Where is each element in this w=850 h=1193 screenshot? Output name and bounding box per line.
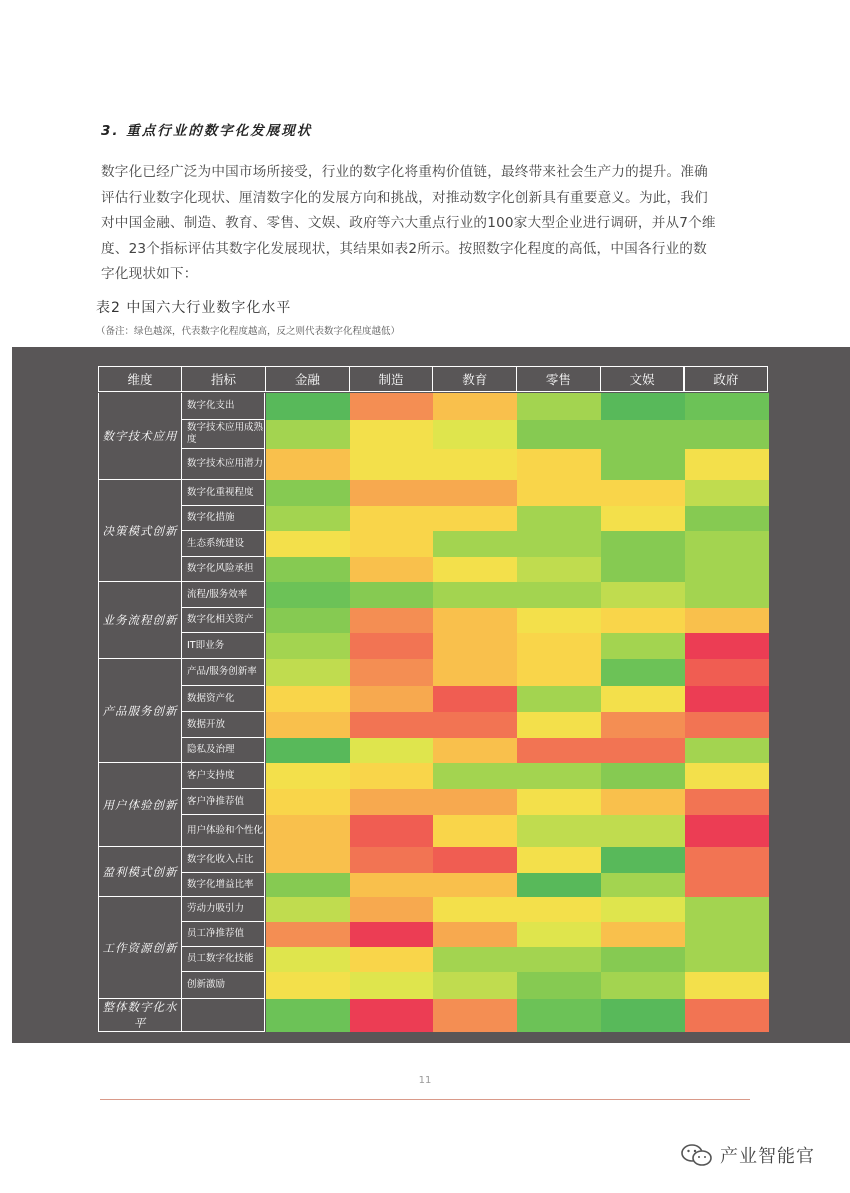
heat-cell bbox=[266, 582, 350, 608]
heat-cell bbox=[350, 420, 434, 449]
heat-cell bbox=[685, 947, 769, 972]
paragraph-line: 评估行业数字化现状、厘清数字化的发展方向和挑战，对推动数字化创新具有重要意义。为此，我们 bbox=[101, 189, 708, 206]
paragraph-line: 对中国金融、制造、教育、零售、文娱、政府等六大重点行业的100家大型企业进行调研，并从7个维 bbox=[101, 215, 716, 232]
indicator-label: 生态系统建设 bbox=[182, 531, 265, 557]
heat-cell bbox=[350, 506, 434, 531]
heat-cell bbox=[685, 608, 769, 633]
heat-cell bbox=[517, 480, 601, 506]
heat-cell bbox=[601, 815, 685, 847]
heat-cell bbox=[685, 815, 769, 847]
heat-cell bbox=[350, 686, 434, 712]
heat-cell bbox=[433, 922, 517, 947]
heat-cell bbox=[601, 738, 685, 763]
heat-cell bbox=[685, 420, 769, 449]
heat-cell bbox=[601, 557, 685, 582]
indicator-label: 员工净推荐值 bbox=[182, 922, 265, 947]
heat-cell bbox=[350, 480, 434, 506]
heat-cell bbox=[266, 659, 350, 686]
paragraph-line: 字化现状如下： bbox=[101, 266, 198, 283]
heat-cell bbox=[517, 712, 601, 738]
heat-cell bbox=[517, 815, 601, 847]
heat-cell bbox=[350, 582, 434, 608]
dimension-label: 数字技术应用 bbox=[98, 393, 182, 480]
heat-cell bbox=[601, 393, 685, 420]
heat-cell bbox=[517, 659, 601, 686]
heat-cell bbox=[350, 738, 434, 763]
heat-cell bbox=[266, 922, 350, 947]
heat-cell bbox=[601, 897, 685, 922]
heat-cell bbox=[350, 633, 434, 659]
heat-cell bbox=[685, 659, 769, 686]
heat-cell bbox=[601, 633, 685, 659]
heat-cell bbox=[517, 633, 601, 659]
heat-cell bbox=[685, 531, 769, 557]
heat-cell bbox=[266, 815, 350, 847]
heat-cell bbox=[517, 947, 601, 972]
footer-rule bbox=[100, 1099, 750, 1100]
heat-cell bbox=[350, 947, 434, 972]
indicator-label: 数字化措施 bbox=[182, 506, 265, 531]
indicator-label: 劳动力吸引力 bbox=[182, 897, 265, 922]
brand-watermark bbox=[680, 1142, 815, 1168]
heat-cell bbox=[517, 999, 601, 1032]
heat-cell bbox=[517, 789, 601, 815]
dimension-label: 工作资源创新 bbox=[98, 897, 182, 999]
heat-cell bbox=[517, 582, 601, 608]
heat-cell bbox=[266, 506, 350, 531]
heat-cell bbox=[350, 659, 434, 686]
heat-cell bbox=[266, 686, 350, 712]
heat-cell bbox=[601, 847, 685, 873]
heat-cell bbox=[517, 393, 601, 420]
heat-cell bbox=[433, 531, 517, 557]
header-industry: 政府 bbox=[684, 366, 769, 392]
indicator-label: IT即业务 bbox=[182, 633, 265, 659]
heat-cell bbox=[517, 531, 601, 557]
heat-cell bbox=[685, 686, 769, 712]
indicator-label: 客户支持度 bbox=[182, 763, 265, 789]
heat-cell bbox=[350, 815, 434, 847]
heat-cell bbox=[685, 506, 769, 531]
table-note: （备注：绿色越深，代表数字化程度越高，反之则代表数字化程度越低） bbox=[96, 326, 401, 337]
header-indicator: 指标 bbox=[181, 366, 266, 392]
heat-cell bbox=[433, 393, 517, 420]
heat-cell bbox=[601, 582, 685, 608]
heat-cell bbox=[601, 449, 685, 480]
indicator-label: 数字技术应用成熟度 bbox=[182, 420, 265, 449]
heat-cell bbox=[433, 815, 517, 847]
heat-cell bbox=[266, 557, 350, 582]
heat-cell bbox=[601, 686, 685, 712]
heat-cell bbox=[266, 712, 350, 738]
dimension-label: 整体数字化水平 bbox=[98, 999, 182, 1032]
heat-cell bbox=[601, 420, 685, 449]
heat-cell bbox=[685, 972, 769, 999]
heat-cell bbox=[685, 480, 769, 506]
heat-cell bbox=[266, 393, 350, 420]
header-industry: 制造 bbox=[349, 366, 434, 392]
heat-cell bbox=[433, 506, 517, 531]
heat-cell bbox=[266, 449, 350, 480]
heat-cell bbox=[601, 873, 685, 897]
indicator-label: 员工数字化技能 bbox=[182, 947, 265, 972]
indicator-label: 数字化支出 bbox=[182, 393, 265, 420]
indicator-label: 数字化重视程度 bbox=[182, 480, 265, 506]
heat-cell bbox=[685, 738, 769, 763]
heat-cell bbox=[517, 847, 601, 873]
heat-cell bbox=[685, 712, 769, 738]
indicator-label: 数据开放 bbox=[182, 712, 265, 738]
indicator-label bbox=[182, 999, 265, 1032]
heat-cell bbox=[685, 393, 769, 420]
heat-cell bbox=[433, 999, 517, 1032]
paragraph-line: 数字化已经广泛为中国市场所接受，行业的数字化将重构价值链，最终带来社会生产力的提升。准确 bbox=[101, 164, 708, 180]
indicator-label: 用户体验和个性化 bbox=[182, 815, 265, 847]
heat-cell bbox=[433, 763, 517, 789]
heat-cell bbox=[350, 712, 434, 738]
heat-cell bbox=[350, 608, 434, 633]
heat-cell bbox=[266, 608, 350, 633]
heat-cell bbox=[433, 972, 517, 999]
indicator-label: 流程/服务效率 bbox=[182, 582, 265, 608]
indicator-label: 创新激励 bbox=[182, 972, 265, 999]
heat-cell bbox=[685, 557, 769, 582]
indicator-label: 数字化收入占比 bbox=[182, 847, 265, 873]
heat-cell bbox=[350, 873, 434, 897]
heat-cell bbox=[685, 449, 769, 480]
page-number: 11 bbox=[418, 1075, 432, 1086]
heat-cell bbox=[266, 972, 350, 999]
header-industry: 教育 bbox=[432, 366, 517, 392]
dimension-label: 盈利模式创新 bbox=[98, 847, 182, 897]
heat-cell bbox=[601, 506, 685, 531]
heat-cell bbox=[601, 999, 685, 1032]
heat-cell bbox=[685, 633, 769, 659]
heat-cell bbox=[517, 608, 601, 633]
heat-cell bbox=[517, 506, 601, 531]
heat-cell bbox=[350, 393, 434, 420]
header-industry: 金融 bbox=[265, 366, 350, 392]
header-industry: 文娱 bbox=[600, 366, 685, 392]
heat-cell bbox=[266, 789, 350, 815]
indicator-label: 产品/服务创新率 bbox=[182, 659, 265, 686]
heat-cell bbox=[350, 763, 434, 789]
brand-name: 产业智能官 bbox=[720, 1146, 815, 1167]
indicator-label: 数字技术应用潜力 bbox=[182, 449, 265, 480]
heat-cell bbox=[433, 582, 517, 608]
wechat-icon bbox=[680, 1143, 714, 1167]
heat-cell bbox=[266, 738, 350, 763]
heat-cell bbox=[517, 897, 601, 922]
heat-cell bbox=[433, 847, 517, 873]
heat-cell bbox=[517, 873, 601, 897]
heat-cell bbox=[517, 557, 601, 582]
heat-cell bbox=[350, 897, 434, 922]
heat-cell bbox=[685, 897, 769, 922]
section-heading: 3. 重点行业的数字化发展现状 bbox=[101, 123, 313, 139]
heat-cell bbox=[685, 582, 769, 608]
dimension-label: 用户体验创新 bbox=[98, 763, 182, 847]
heat-cell bbox=[433, 557, 517, 582]
paragraph-line: 度、23个指标评估其数字化发展现状，其结果如表2所示。按照数字化程度的高低，中国各行业的数 bbox=[101, 240, 707, 257]
heat-cell bbox=[601, 972, 685, 999]
heat-cell bbox=[433, 686, 517, 712]
heat-cell bbox=[517, 420, 601, 449]
heat-cell bbox=[266, 897, 350, 922]
indicator-label: 数据资产化 bbox=[182, 686, 265, 712]
heat-cell bbox=[350, 449, 434, 480]
heat-cell bbox=[685, 789, 769, 815]
heat-cell bbox=[601, 712, 685, 738]
heat-cell bbox=[517, 763, 601, 789]
heat-cell bbox=[350, 847, 434, 873]
heat-cell bbox=[685, 763, 769, 789]
heat-cell bbox=[350, 972, 434, 999]
heat-cell bbox=[266, 999, 350, 1032]
table-caption: 表2 中国六大行业数字化水平 bbox=[96, 300, 292, 316]
heat-cell bbox=[685, 922, 769, 947]
heat-cell bbox=[350, 922, 434, 947]
heat-cell bbox=[517, 738, 601, 763]
heat-cell bbox=[601, 531, 685, 557]
heat-cell bbox=[601, 659, 685, 686]
indicator-label: 数字化风险承担 bbox=[182, 557, 265, 582]
heat-cell bbox=[433, 633, 517, 659]
heat-cell bbox=[601, 789, 685, 815]
header-industry: 零售 bbox=[516, 366, 601, 392]
heat-cell bbox=[433, 873, 517, 897]
heat-cell bbox=[433, 712, 517, 738]
heat-cell bbox=[685, 999, 769, 1032]
heat-cell bbox=[601, 947, 685, 972]
dimension-label: 决策模式创新 bbox=[98, 480, 182, 582]
heat-cell bbox=[350, 557, 434, 582]
heat-cell bbox=[266, 763, 350, 789]
heat-cell bbox=[433, 420, 517, 449]
heat-cell bbox=[266, 947, 350, 972]
heat-cell bbox=[517, 449, 601, 480]
heat-cell bbox=[350, 531, 434, 557]
heat-cell bbox=[266, 531, 350, 557]
heat-cell bbox=[266, 633, 350, 659]
heat-cell bbox=[601, 922, 685, 947]
header-dimension: 维度 bbox=[98, 366, 182, 392]
heat-cell bbox=[517, 972, 601, 999]
heat-cell bbox=[266, 480, 350, 506]
heat-cell bbox=[433, 897, 517, 922]
dimension-label: 业务流程创新 bbox=[98, 582, 182, 659]
indicator-label: 客户净推荐值 bbox=[182, 789, 265, 815]
heat-cell bbox=[266, 420, 350, 449]
heat-cell bbox=[433, 738, 517, 763]
heat-cell bbox=[601, 480, 685, 506]
heat-cell bbox=[601, 608, 685, 633]
heat-cell bbox=[350, 789, 434, 815]
heat-cell bbox=[433, 449, 517, 480]
heat-cell bbox=[685, 847, 769, 873]
heat-cell bbox=[517, 922, 601, 947]
heat-cell bbox=[601, 763, 685, 789]
indicator-label: 数字化相关资产 bbox=[182, 608, 265, 633]
heat-cell bbox=[433, 789, 517, 815]
indicator-label: 数字化增益比率 bbox=[182, 873, 265, 897]
heat-cell bbox=[685, 873, 769, 897]
heat-cell bbox=[266, 847, 350, 873]
heat-cell bbox=[517, 686, 601, 712]
heat-cell bbox=[266, 873, 350, 897]
dimension-label: 产品服务创新 bbox=[98, 659, 182, 763]
heat-cell bbox=[433, 659, 517, 686]
indicator-label: 隐私及治理 bbox=[182, 738, 265, 763]
heat-cell bbox=[433, 608, 517, 633]
heat-cell bbox=[350, 999, 434, 1032]
heat-cell bbox=[433, 947, 517, 972]
heat-cell bbox=[433, 480, 517, 506]
